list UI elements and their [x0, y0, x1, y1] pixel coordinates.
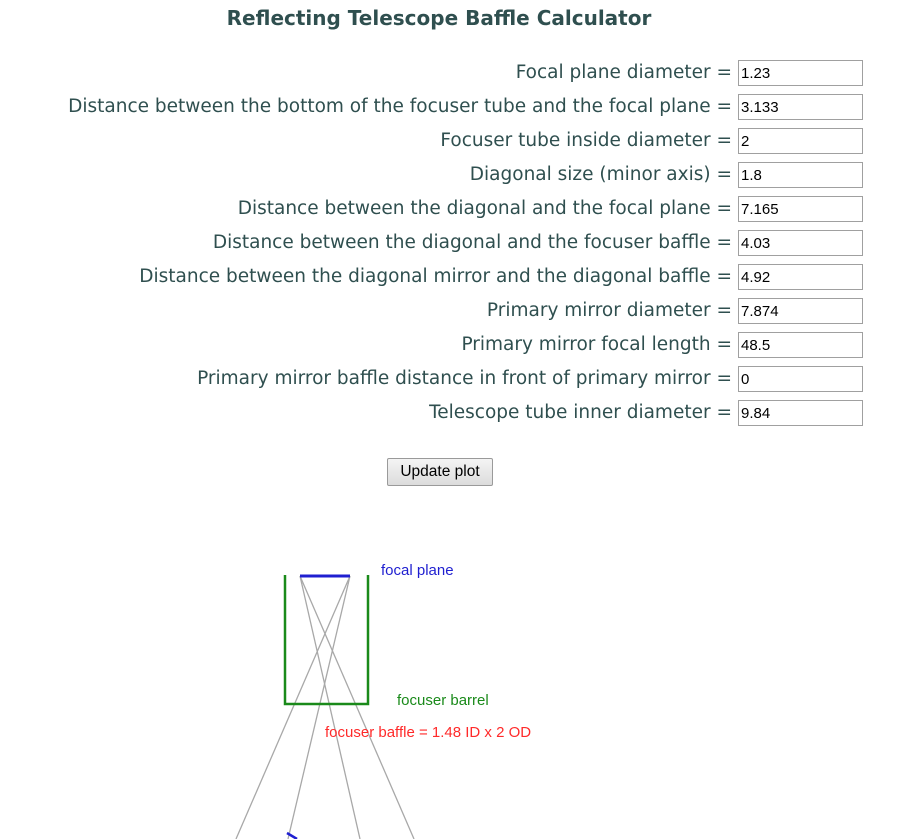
focuser-barrel — [285, 575, 368, 704]
ray — [288, 576, 350, 839]
update-plot-button[interactable]: Update plot — [387, 458, 493, 486]
field-diagonal-to-focal-plane — [0, 196, 904, 224]
field-primary-mirror-baffle-distance — [0, 366, 904, 394]
field-label: Primary mirror focal length = — [461, 334, 732, 355]
focuser-tube-inside-diameter-input[interactable] — [738, 128, 863, 154]
primary-mirror-focal-length-input[interactable] — [738, 332, 863, 358]
diagonal-to-focuser-baffle-input[interactable] — [738, 230, 863, 256]
field-telescope-tube-inner-diameter — [0, 400, 904, 428]
field-label: Focal plane diameter = — [515, 62, 732, 83]
ray — [300, 576, 360, 839]
page-title: Reflecting Telescope Baffle Calculator — [226, 6, 652, 30]
field-focal-plane-diameter — [0, 60, 904, 88]
field-label: Distance between the diagonal and the focuser baffle = — [212, 232, 732, 253]
baffle-plot — [0, 500, 904, 839]
focuser-baffle-label: focuser baffle = 1.48 ID x 2 OD — [325, 724, 532, 741]
focal-plane-label: focal plane — [381, 562, 454, 579]
field-diagonal-to-focuser-baffle — [0, 230, 904, 258]
light-rays — [236, 576, 414, 839]
diagonal-size-input[interactable] — [738, 162, 863, 188]
field-primary-mirror-diameter — [0, 298, 904, 326]
ray — [236, 576, 350, 839]
focal-plane-diameter-input[interactable] — [738, 60, 863, 86]
focuser-tube-to-focal-plane-input[interactable] — [738, 94, 863, 120]
field-label: Telescope tube inner diameter = — [429, 402, 732, 423]
field-label: Distance between the diagonal and the focal plane = — [237, 198, 732, 219]
field-label: Primary mirror diameter = — [486, 300, 732, 321]
field-label: Distance between the diagonal mirror and the diagonal baffle = — [139, 266, 732, 287]
field-diagonal-mirror-to-diagonal-baffle — [0, 264, 904, 292]
field-focuser-tube-to-focal-plane — [0, 94, 904, 122]
telescope-tube-inner-diameter-input[interactable] — [738, 400, 863, 426]
field-focuser-tube-inside-diameter — [0, 128, 904, 156]
field-primary-mirror-focal-length — [0, 332, 904, 360]
primary-mirror-baffle-distance-input[interactable] — [738, 366, 863, 392]
field-label: Primary mirror baffle distance in front of primary mirror = — [197, 368, 732, 389]
field-label: Distance between the bottom of the focuser tube and the focal plane = — [68, 96, 732, 117]
field-label: Focuser tube inside diameter = — [440, 130, 732, 151]
field-label: Diagonal size (minor axis) = — [469, 164, 732, 185]
focuser-barrel-label: focuser barrel — [397, 692, 489, 709]
primary-mirror-diameter-input[interactable] — [738, 298, 863, 324]
diagonal-to-focal-plane-input[interactable] — [738, 196, 863, 222]
diagonal-mirror-to-diagonal-baffle-input[interactable] — [738, 264, 863, 290]
field-diagonal-size — [0, 162, 904, 190]
